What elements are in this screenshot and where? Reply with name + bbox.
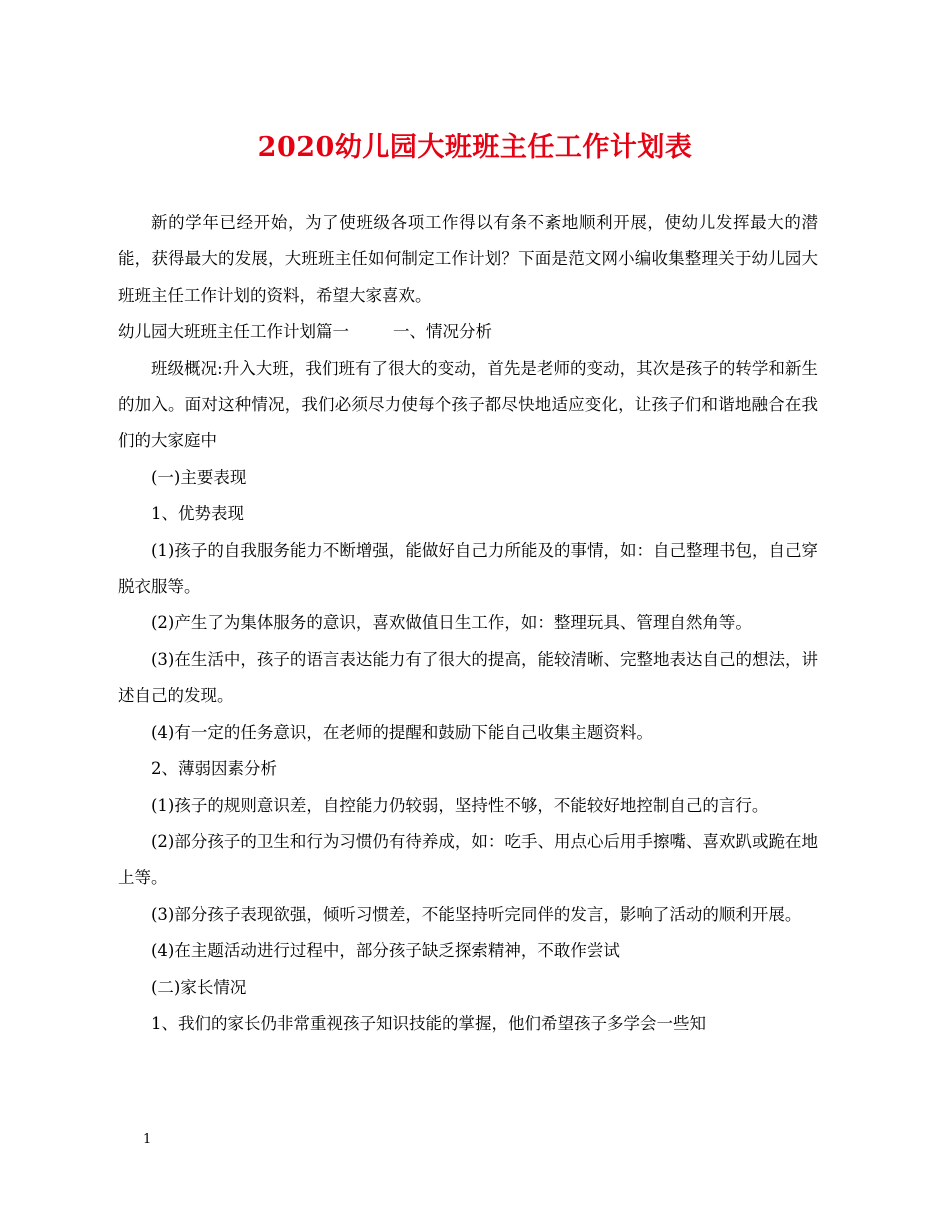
paragraph-weaknesses: 2、薄弱因素分析 xyxy=(151,759,277,779)
paragraph-main-performance: (一)主要表现 xyxy=(151,467,247,487)
paragraph-weakness-4: (4)在主题活动进行过程中，部分孩子缺乏探索精神，不敢作尝试 xyxy=(151,941,620,961)
paragraph-strength-3: (3)在生活中，孩子的语言表达能力有了很大的提高，能较清晰、完整地表达自己的想法，讲述自己的发现。 xyxy=(118,649,818,706)
paragraph-strength-1: (1)孩子的自我服务能力不断增强，能做好自己力所能及的事情，如：自己整理书包，自己穿脱衣服等。 xyxy=(118,540,818,597)
intro-paragraph: 新的学年已经开始，为了使班级各项工作得以有条不紊地顺利开展，使幼儿发挥最大的潜能，获得最大的发展，大班班主任如何制定工作计划？下面是范文网小编收集整理关于幼儿园大班班主任工作计划的资料，希望大家喜欢。 xyxy=(118,213,818,305)
paragraph-parents: (二)家长情况 xyxy=(151,977,247,997)
document-body xyxy=(118,205,818,1042)
document-title: 2020幼儿园大班班主任工作计划表 xyxy=(257,132,693,163)
paragraph-strengths: 1、优势表现 xyxy=(151,504,244,524)
paragraph-parents-1: 1、我们的家长仍非常重视孩子知识技能的掌握，他们希望孩子多学会一些知 xyxy=(151,1013,706,1033)
section-subheading: 一、情况分析 xyxy=(393,322,492,342)
section-heading-line xyxy=(118,314,818,350)
paragraph-weakness-2: (2)部分孩子的卫生和行为习惯仍有待养成，如：吃手、用点心后用手擦嘴、喜欢趴或跪在地上等。 xyxy=(118,831,818,888)
paragraph-strength-4: (4)有一定的任务意识，在老师的提醒和鼓励下能自己收集主题资料。 xyxy=(151,722,653,742)
paragraph-strength-2: (2)产生了为集体服务的意识，喜欢做值日生工作，如：整理玩具、管理自然角等。 xyxy=(151,613,752,633)
page-number: 1 xyxy=(143,1132,152,1147)
paragraph-weakness-3: (3)部分孩子表现欲强，倾听习惯差，不能坚持听完同伴的发言，影响了活动的顺利开展。 xyxy=(151,904,802,924)
section-heading: 幼儿园大班班主任工作计划篇一 xyxy=(118,322,349,342)
paragraph-class-overview: 班级概况:升入大班，我们班有了很大的变动，首先是老师的变动，其次是孩子的转学和新生的加入。面对这种情况，我们必须尽力使每个孩子都尽快地适应变化，让孩子们和谐地融合在我们的大家庭中 xyxy=(118,358,818,451)
paragraph-weakness-1: (1)孩子的规则意识差，自控能力仍较弱，坚持性不够，不能较好地控制自己的言行。 xyxy=(151,795,769,815)
